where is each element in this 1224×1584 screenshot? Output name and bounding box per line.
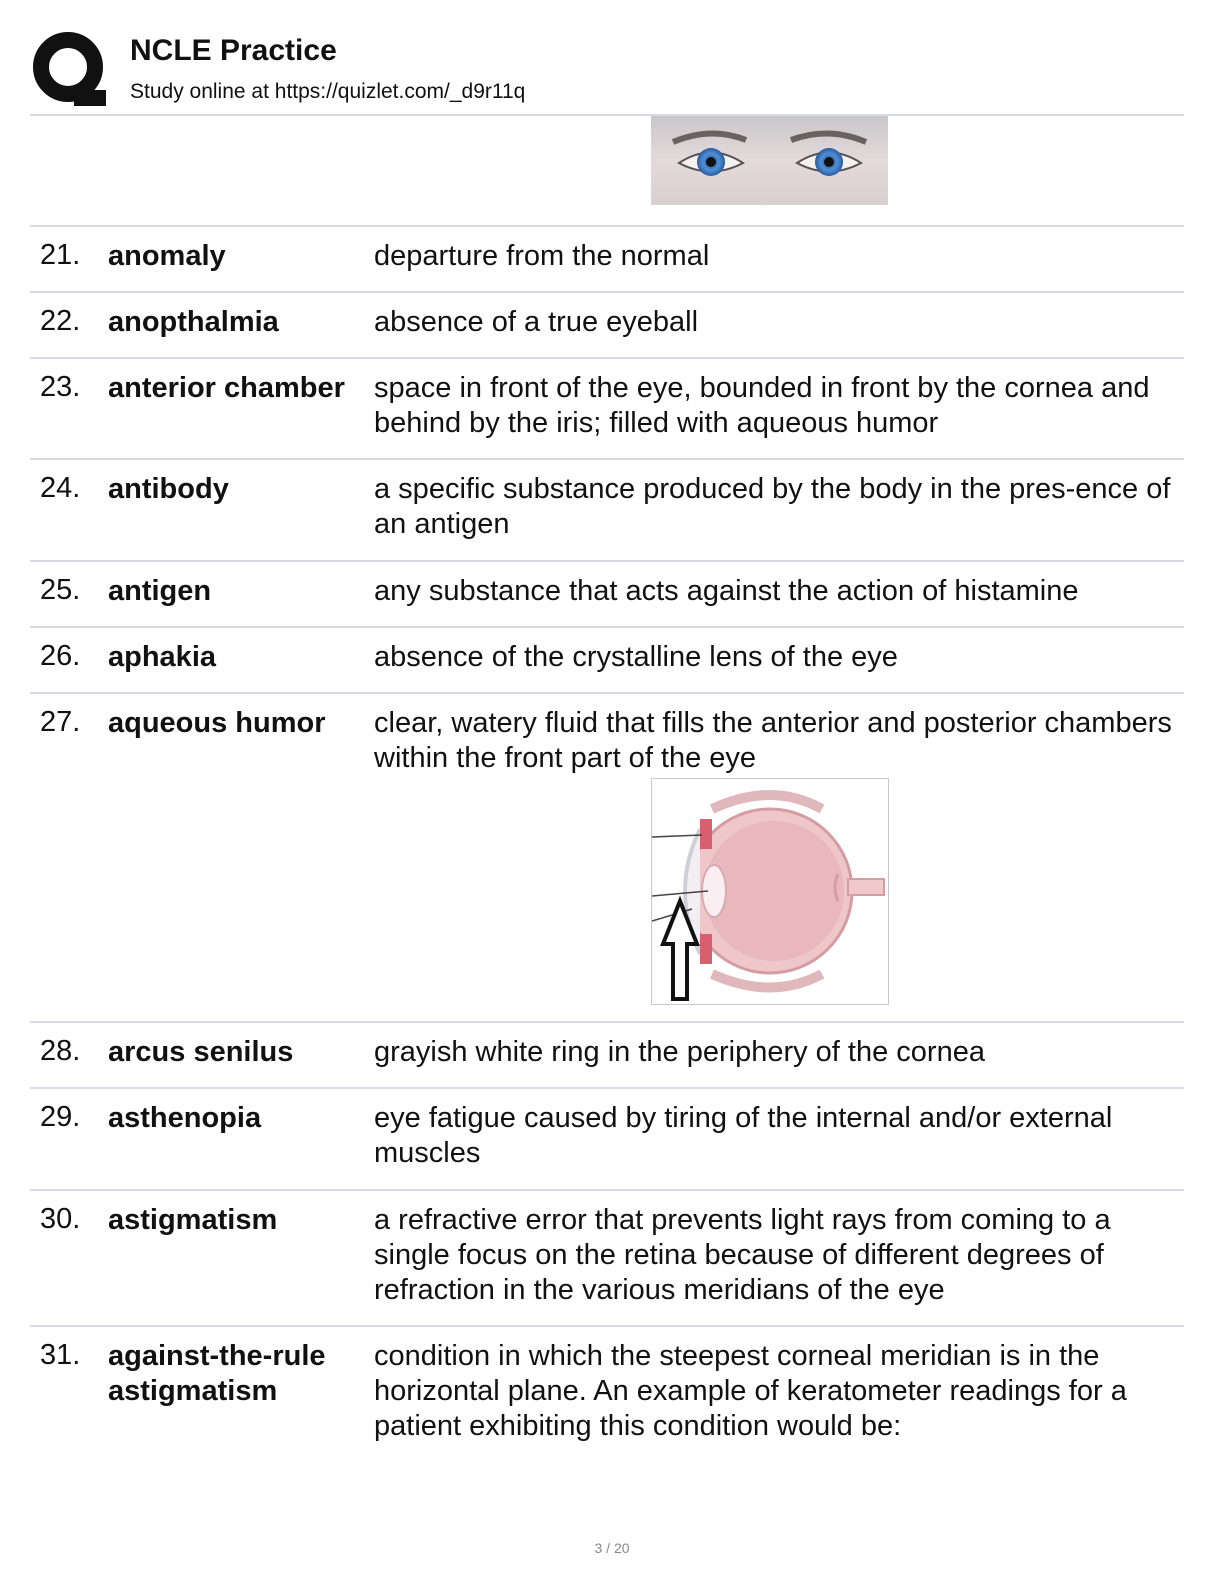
entry-number: 27. <box>40 706 81 738</box>
list-item <box>30 291 1184 359</box>
entry-term: astigmatism <box>108 1204 278 1236</box>
list-item <box>30 458 1184 562</box>
entry-definition: a specific substance produced by the body in the pres-ence of an antigen <box>374 473 1171 540</box>
list-item <box>30 357 1184 460</box>
entry-definition: departure from the normal <box>374 240 710 272</box>
entry-number: 23. <box>40 371 81 403</box>
list-item <box>30 692 1184 1023</box>
entry-definition: grayish white ring in the periphery of the cornea <box>374 1036 985 1068</box>
entry-number: 29. <box>40 1101 81 1133</box>
entry-term: aqueous humor <box>108 707 326 739</box>
entry-term: against-the-rule astigmatism <box>108 1340 326 1407</box>
set-title: NCLE Practice <box>130 34 337 67</box>
page-header <box>30 28 1184 116</box>
entry-term: aphakia <box>108 641 216 673</box>
entry-definition: a refractive error that prevents light rays from coming to a single focus on the retina because of different degrees of refraction in the various meridians of the eye <box>374 1204 1111 1306</box>
entry-term: antigen <box>108 575 212 607</box>
entry-definition: any substance that acts against the action of histamine <box>374 575 1079 607</box>
entry-number: 24. <box>40 472 81 504</box>
list-item <box>30 1189 1184 1327</box>
entry-number: 21. <box>40 239 81 271</box>
entry-number: 22. <box>40 305 81 337</box>
entry-term: antibody <box>108 473 229 505</box>
entry-number: 26. <box>40 640 81 672</box>
entry-definition: clear, watery fluid that fills the anterior and posterior chambers within the front part of the eye <box>374 707 1172 774</box>
study-online-link[interactable]: Study online at https://quizlet.com/_d9r11q <box>130 80 526 103</box>
entry-term: arcus senilus <box>108 1036 294 1068</box>
list-item <box>30 1021 1184 1089</box>
list-item <box>30 626 1184 694</box>
quizlet-logo-icon <box>32 30 108 106</box>
entry-definition: absence of the crystalline lens of the eye <box>374 641 898 673</box>
list-item <box>30 1087 1184 1191</box>
entry-term: anopthalmia <box>108 306 279 338</box>
entry-definition: space in front of the eye, bounded in front by the cornea and behind by the iris; filled with aqueous humor <box>374 372 1150 439</box>
list-item <box>30 560 1184 628</box>
page-number: 3 / 20 <box>594 1540 630 1556</box>
entry-term: anomaly <box>108 240 226 272</box>
entry-number: 28. <box>40 1035 81 1067</box>
entry-term: asthenopia <box>108 1102 262 1134</box>
entry-number: 30. <box>40 1203 81 1235</box>
eyes-photo <box>651 116 888 205</box>
entry-number: 25. <box>40 574 81 606</box>
entry-definition: absence of a true eyeball <box>374 306 699 338</box>
entry-number: 31. <box>40 1339 81 1371</box>
entry-definition: eye fatigue caused by tiring of the internal and/or external muscles <box>374 1102 1113 1169</box>
list-item <box>30 1325 1184 1467</box>
entry-definition: condition in which the steepest corneal meridian is in the horizontal plane. An example of keratometer readings for a patient exhibiting this condition would be: <box>374 1340 1127 1442</box>
list-item <box>30 225 1184 293</box>
eye-anatomy-diagram <box>651 778 889 1005</box>
entry-term: anterior chamber <box>108 372 345 404</box>
